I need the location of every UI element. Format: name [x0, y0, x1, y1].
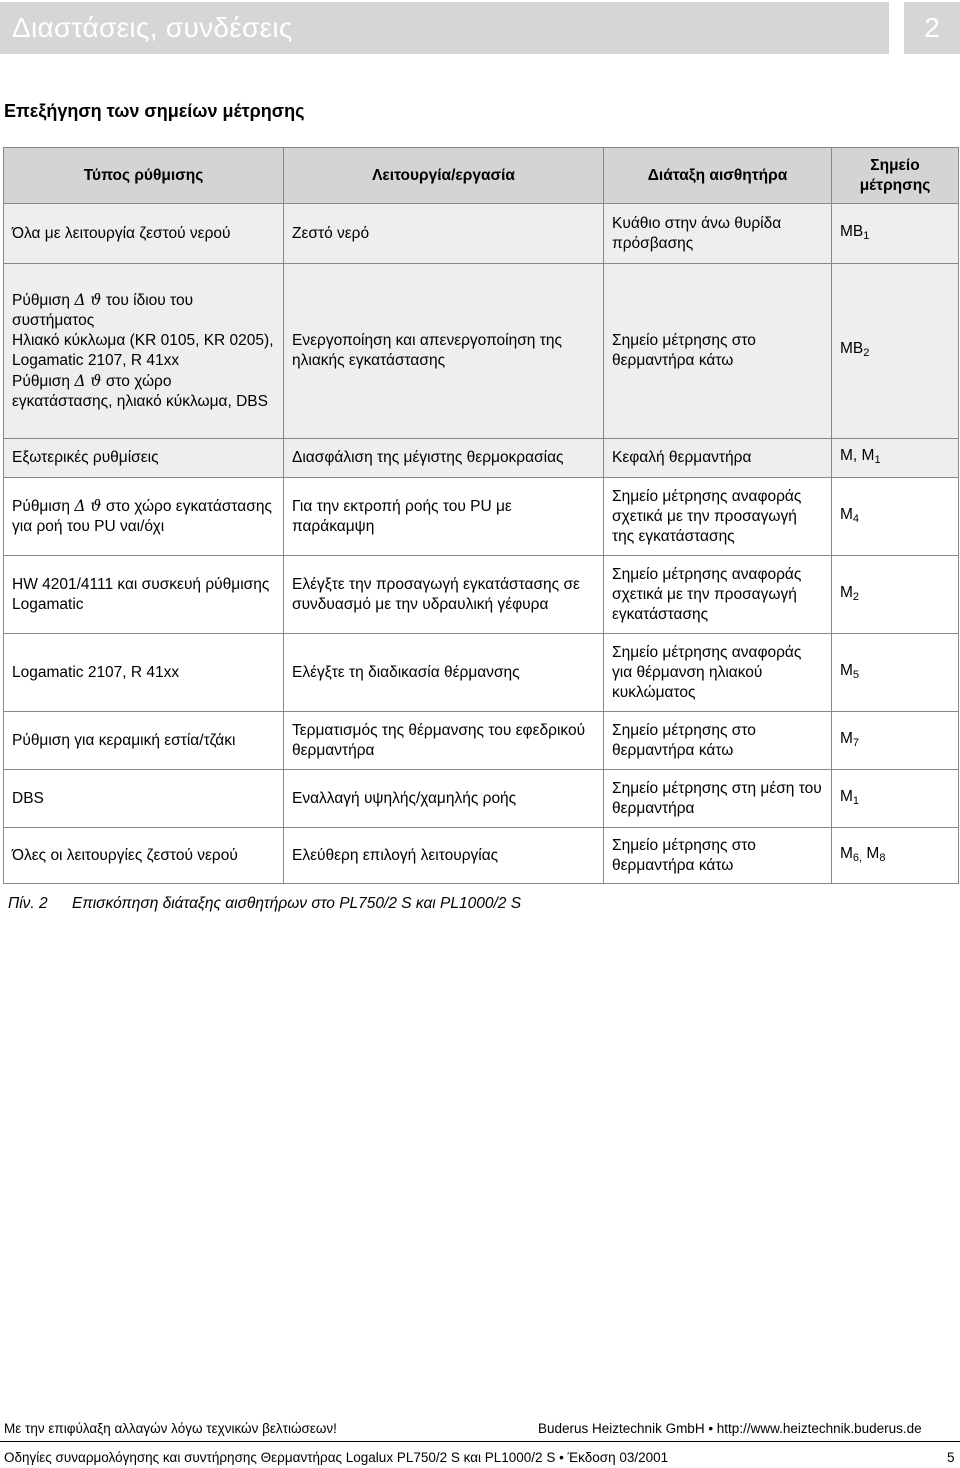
column-header: Διάταξη αισθητήρα [604, 148, 832, 204]
measurement-point: M, M [840, 447, 875, 464]
table-cell: Σημείο μέτρησης στο θερμαντήρα κάτω [604, 828, 832, 884]
table-cell: DBS [4, 770, 284, 828]
table-row [4, 712, 959, 770]
delta-theta-symbol: Δ ϑ [74, 372, 102, 390]
table-cell: Κεφαλή θερμαντήρα [604, 439, 832, 478]
table-cell [832, 478, 959, 556]
measurement-point-index: 1 [874, 454, 881, 466]
delta-theta-symbol: Δ ϑ [74, 497, 102, 515]
table-cell [832, 634, 959, 712]
measurement-point: M [840, 505, 853, 523]
table-cell: Ελέγξτε τη διαδικασία θέρμανσης [284, 634, 604, 712]
measurement-point: M [840, 844, 853, 862]
table-cell: Τερματισμός της θέρμανσης του εφεδρικού θερμαντήρα [284, 712, 604, 770]
table-cell [832, 828, 959, 884]
measurement-point: M [840, 583, 853, 601]
measurement-point: M [862, 844, 880, 862]
table-cell: Ελέγξτε την προσαγωγή εγκατάστασης σε συνδυασμό με την υδραυλική γέφυρα [284, 556, 604, 634]
table-cell: Σημείο μέτρησης στη μέση του θερμαντήρα [604, 770, 832, 828]
measurement-point-index: 1 [852, 794, 860, 807]
table-caption-label: Πίν. 2 [8, 895, 48, 912]
table-cell: Σημείο μέτρησης στο θερμαντήρα κάτω [604, 712, 832, 770]
column-header: Σημείο μέτρησης [832, 148, 959, 204]
measurement-point: M [840, 729, 853, 747]
table-cell: Όλα με λειτουργία ζεστού νερού [4, 204, 284, 264]
table-cell: Logamatic 2107, R 41xx [4, 634, 284, 712]
table-row [4, 439, 959, 478]
measurement-point-index: 4 [852, 512, 860, 525]
table-cell: Σημείο μέτρησης στο θερμαντήρα κάτω [604, 264, 832, 439]
measurement-point-index: 8 [879, 851, 886, 864]
measurement-point-index: 2 [852, 590, 860, 603]
table-cell [832, 770, 959, 828]
table-row [4, 478, 959, 556]
table-row [4, 634, 959, 712]
cell-text: Ρύθμιση [12, 292, 70, 309]
table-cell: Σημείο μέτρησης αναφοράς για θέρμανση ηλιακού κυκλώματος [604, 634, 832, 712]
table-cell: Εναλλαγή υψηλής/χαμηλής ροής [284, 770, 604, 828]
footer-document-title: Οδηγίες συναρμολόγησης και συντήρησης Θερμαντήρας Logalux PL750/2 S και PL1000/2 S • Έκδοση 03/2001 [4, 1450, 669, 1465]
table-cell [832, 712, 959, 770]
table-cell [832, 264, 959, 439]
cell-text: Ρύθμιση [12, 498, 70, 515]
table-cell: Ενεργοποίηση και απενεργοποίηση της ηλιακής εγκατάστασης [284, 264, 604, 439]
footer-company-link[interactable]: Buderus Heiztechnik GmbH • http://www.heiztechnik.buderus.de [538, 1421, 922, 1436]
cell-text: του ίδιου του συστήματος [12, 292, 194, 329]
table-row [4, 556, 959, 634]
measurement-points-table [3, 147, 959, 884]
table-cell: Ρύθμιση για κεραμική εστία/τζάκι [4, 712, 284, 770]
table-row [4, 770, 959, 828]
table-cell: Εξωτερικές ρυθμίσεις [4, 439, 284, 478]
column-header: Λειτουργία/εργασία [284, 148, 604, 204]
measurement-point-index: 5 [852, 668, 860, 681]
chapter-number: 2 [924, 12, 940, 43]
cell-text: Ρύθμιση [12, 373, 70, 390]
table-row [4, 204, 959, 264]
table-cell: Διασφάλιση της μέγιστης θερμοκρασίας [284, 439, 604, 478]
table-caption-text: Επισκόπηση διάταξης αισθητήρων στο PL750/2 S και PL1000/2 S [72, 895, 522, 912]
measurement-point: MB [840, 222, 864, 240]
table-cell: Ζεστό νερό [284, 204, 604, 264]
delta-theta-symbol: Δ ϑ [74, 291, 102, 309]
measurement-point-index: 2 [863, 347, 870, 359]
header-bar [0, 2, 889, 54]
table-cell: Για την εκτροπή ροής του PU με παράκαμψη [284, 478, 604, 556]
cell-text: στο χώρο εγκατάστασης, ηλιακό κύκλωμα, DBS [12, 373, 268, 410]
measurement-point: MB [840, 340, 864, 357]
table-cell: Σημείο μέτρησης αναφοράς σχετικά με την προσαγωγή της εγκατάστασης [604, 478, 832, 556]
chapter-number-box [904, 2, 960, 54]
section-title: Επεξήγηση των σημείων μέτρησης [4, 101, 305, 121]
measurement-point-index: 6, [852, 851, 863, 864]
table-cell: Κυάθιο στην άνω θυρίδα πρόσβασης [604, 204, 832, 264]
cell-text: στο χώρο εγκατάστασης για ροή του PU ναι/όχι [12, 498, 272, 535]
table-cell: Ελεύθερη επιλογή λειτουργίας [284, 828, 604, 884]
table-row [4, 264, 959, 439]
footer-disclaimer: Με την επιφύλαξη αλλαγών λόγω τεχνικών βελτιώσεων! [4, 1421, 337, 1436]
table-cell [4, 478, 284, 556]
footer-divider [0, 1441, 960, 1442]
page-number: 5 [947, 1450, 955, 1465]
table-cell [4, 264, 284, 439]
table-cell: HW 4201/4111 και συσκευή ρύθμισης Logamatic [4, 556, 284, 634]
table-cell [832, 204, 959, 264]
table-header-row [4, 148, 959, 204]
measurement-point: M [840, 787, 853, 805]
column-header: Τύπος ρύθμισης [4, 148, 284, 204]
table-cell [832, 439, 959, 478]
measurement-point: M [840, 661, 853, 679]
page-header-title: Διαστάσεις, συνδέσεις [12, 12, 293, 43]
table-row [4, 828, 959, 884]
measurement-point-index: 7 [852, 736, 860, 749]
cell-text: Ηλιακό κύκλωμα (KR 0105, KR 0205), Logamatic 2107, R 41xx [12, 332, 274, 369]
table-cell: Σημείο μέτρησης αναφοράς σχετικά με την προσαγωγή εγκατάστασης [604, 556, 832, 634]
table-cell: Όλες οι λειτουργίες ζεστού νερού [4, 828, 284, 884]
measurement-point-index: 1 [863, 229, 870, 242]
table-cell [832, 556, 959, 634]
